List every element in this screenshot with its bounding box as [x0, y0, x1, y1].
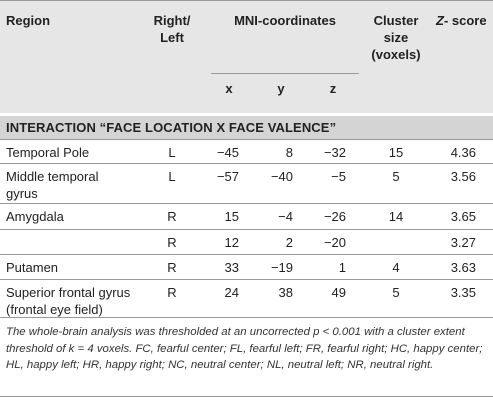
cell-region [6, 259, 146, 276]
cell-side: R [167, 260, 177, 275]
cell-side: R [167, 209, 177, 224]
header-side-line1: Right/ [153, 13, 191, 28]
cell-region-line2: gyrus [6, 186, 38, 201]
cell-z: −32 [323, 145, 346, 160]
cell-z: 49 [331, 285, 346, 300]
cell-y: −19 [270, 260, 293, 275]
header-zscore-rest: - score [443, 13, 487, 28]
cell-region-line1: Middle temporal [6, 169, 99, 184]
header-cluster-line3: (voxels) [371, 47, 421, 62]
header-zscore-letter: Z [436, 13, 444, 28]
cell-zscore: 3.63 [450, 260, 476, 275]
cell-x: 15 [224, 209, 239, 224]
cell-cluster: 5 [392, 169, 400, 184]
header-side-line2: Left [160, 30, 184, 45]
header-zscore [436, 12, 487, 29]
cell-z: −5 [331, 169, 346, 184]
footnote-rule [0, 396, 493, 397]
section-heading [0, 116, 493, 140]
cell-zscore: 4.36 [450, 145, 476, 160]
header-y: y [277, 81, 285, 96]
cell-cluster: 4 [392, 260, 400, 275]
cell-x: 12 [224, 235, 239, 250]
table-row [0, 230, 493, 255]
cell-cluster: 14 [388, 209, 404, 224]
cell-x: −45 [216, 145, 239, 160]
cell-region-line2: (frontal eye field) [6, 302, 103, 317]
table-row [0, 280, 493, 318]
cell-region-line1: Amygdala [6, 209, 64, 224]
cell-x: 33 [224, 260, 239, 275]
cell-zscore: 3.27 [450, 235, 476, 250]
cell-y: 2 [285, 235, 293, 250]
cell-y: 8 [285, 145, 293, 160]
header-cluster [360, 12, 432, 63]
cell-region [6, 284, 146, 318]
header-cluster-line2: size [383, 30, 409, 45]
mni-underline [211, 73, 359, 74]
cell-cluster: 15 [388, 145, 404, 160]
cell-zscore: 3.56 [450, 169, 476, 184]
cell-side: L [168, 169, 176, 184]
cell-z: 1 [338, 260, 346, 275]
cell-region [6, 144, 146, 161]
cell-side: L [168, 145, 176, 160]
cell-region [6, 168, 146, 202]
cell-region-line1: Temporal Pole [6, 145, 90, 160]
cell-y: −40 [270, 169, 293, 184]
section-title: INTERACTION “FACE LOCATION X FACE VALENCE” [6, 120, 337, 135]
table-row [0, 204, 493, 230]
header-z: z [329, 81, 337, 96]
cell-zscore: 3.65 [450, 209, 476, 224]
table-row [0, 255, 493, 280]
cell-zscore: 3.35 [450, 285, 476, 300]
cell-y: 38 [278, 285, 293, 300]
cell-y: −4 [278, 209, 293, 224]
header-region: Region [6, 13, 51, 28]
cell-side: R [167, 285, 177, 300]
header-mni: MNI-coordinates [234, 13, 336, 28]
table-row [0, 164, 493, 204]
cell-region-line1: Putamen [6, 260, 59, 275]
header-side [142, 12, 202, 46]
table-row [0, 140, 493, 164]
table-footnote: The whole-brain analysis was thresholded at an uncorrected p < 0.001 with a cluster extent threshold of k = 4 voxels. FC, fearful center; FL, fearful left; FR, fearful right; HC, happy center; HL, happy left; HR, happy right; NC, neutral center; NL, neutral left; NR, neutral right. [6, 326, 483, 371]
cell-side: R [167, 235, 177, 250]
cell-cluster: 5 [392, 285, 400, 300]
cell-x: −57 [216, 169, 239, 184]
header-x: x [225, 81, 233, 96]
cell-z: −26 [323, 209, 346, 224]
cell-region-line1: Superior frontal gyrus [6, 285, 131, 300]
cell-z: −20 [323, 235, 346, 250]
cell-region [6, 208, 146, 225]
cell-x: 24 [224, 285, 239, 300]
header-cluster-line1: Cluster [373, 13, 419, 28]
